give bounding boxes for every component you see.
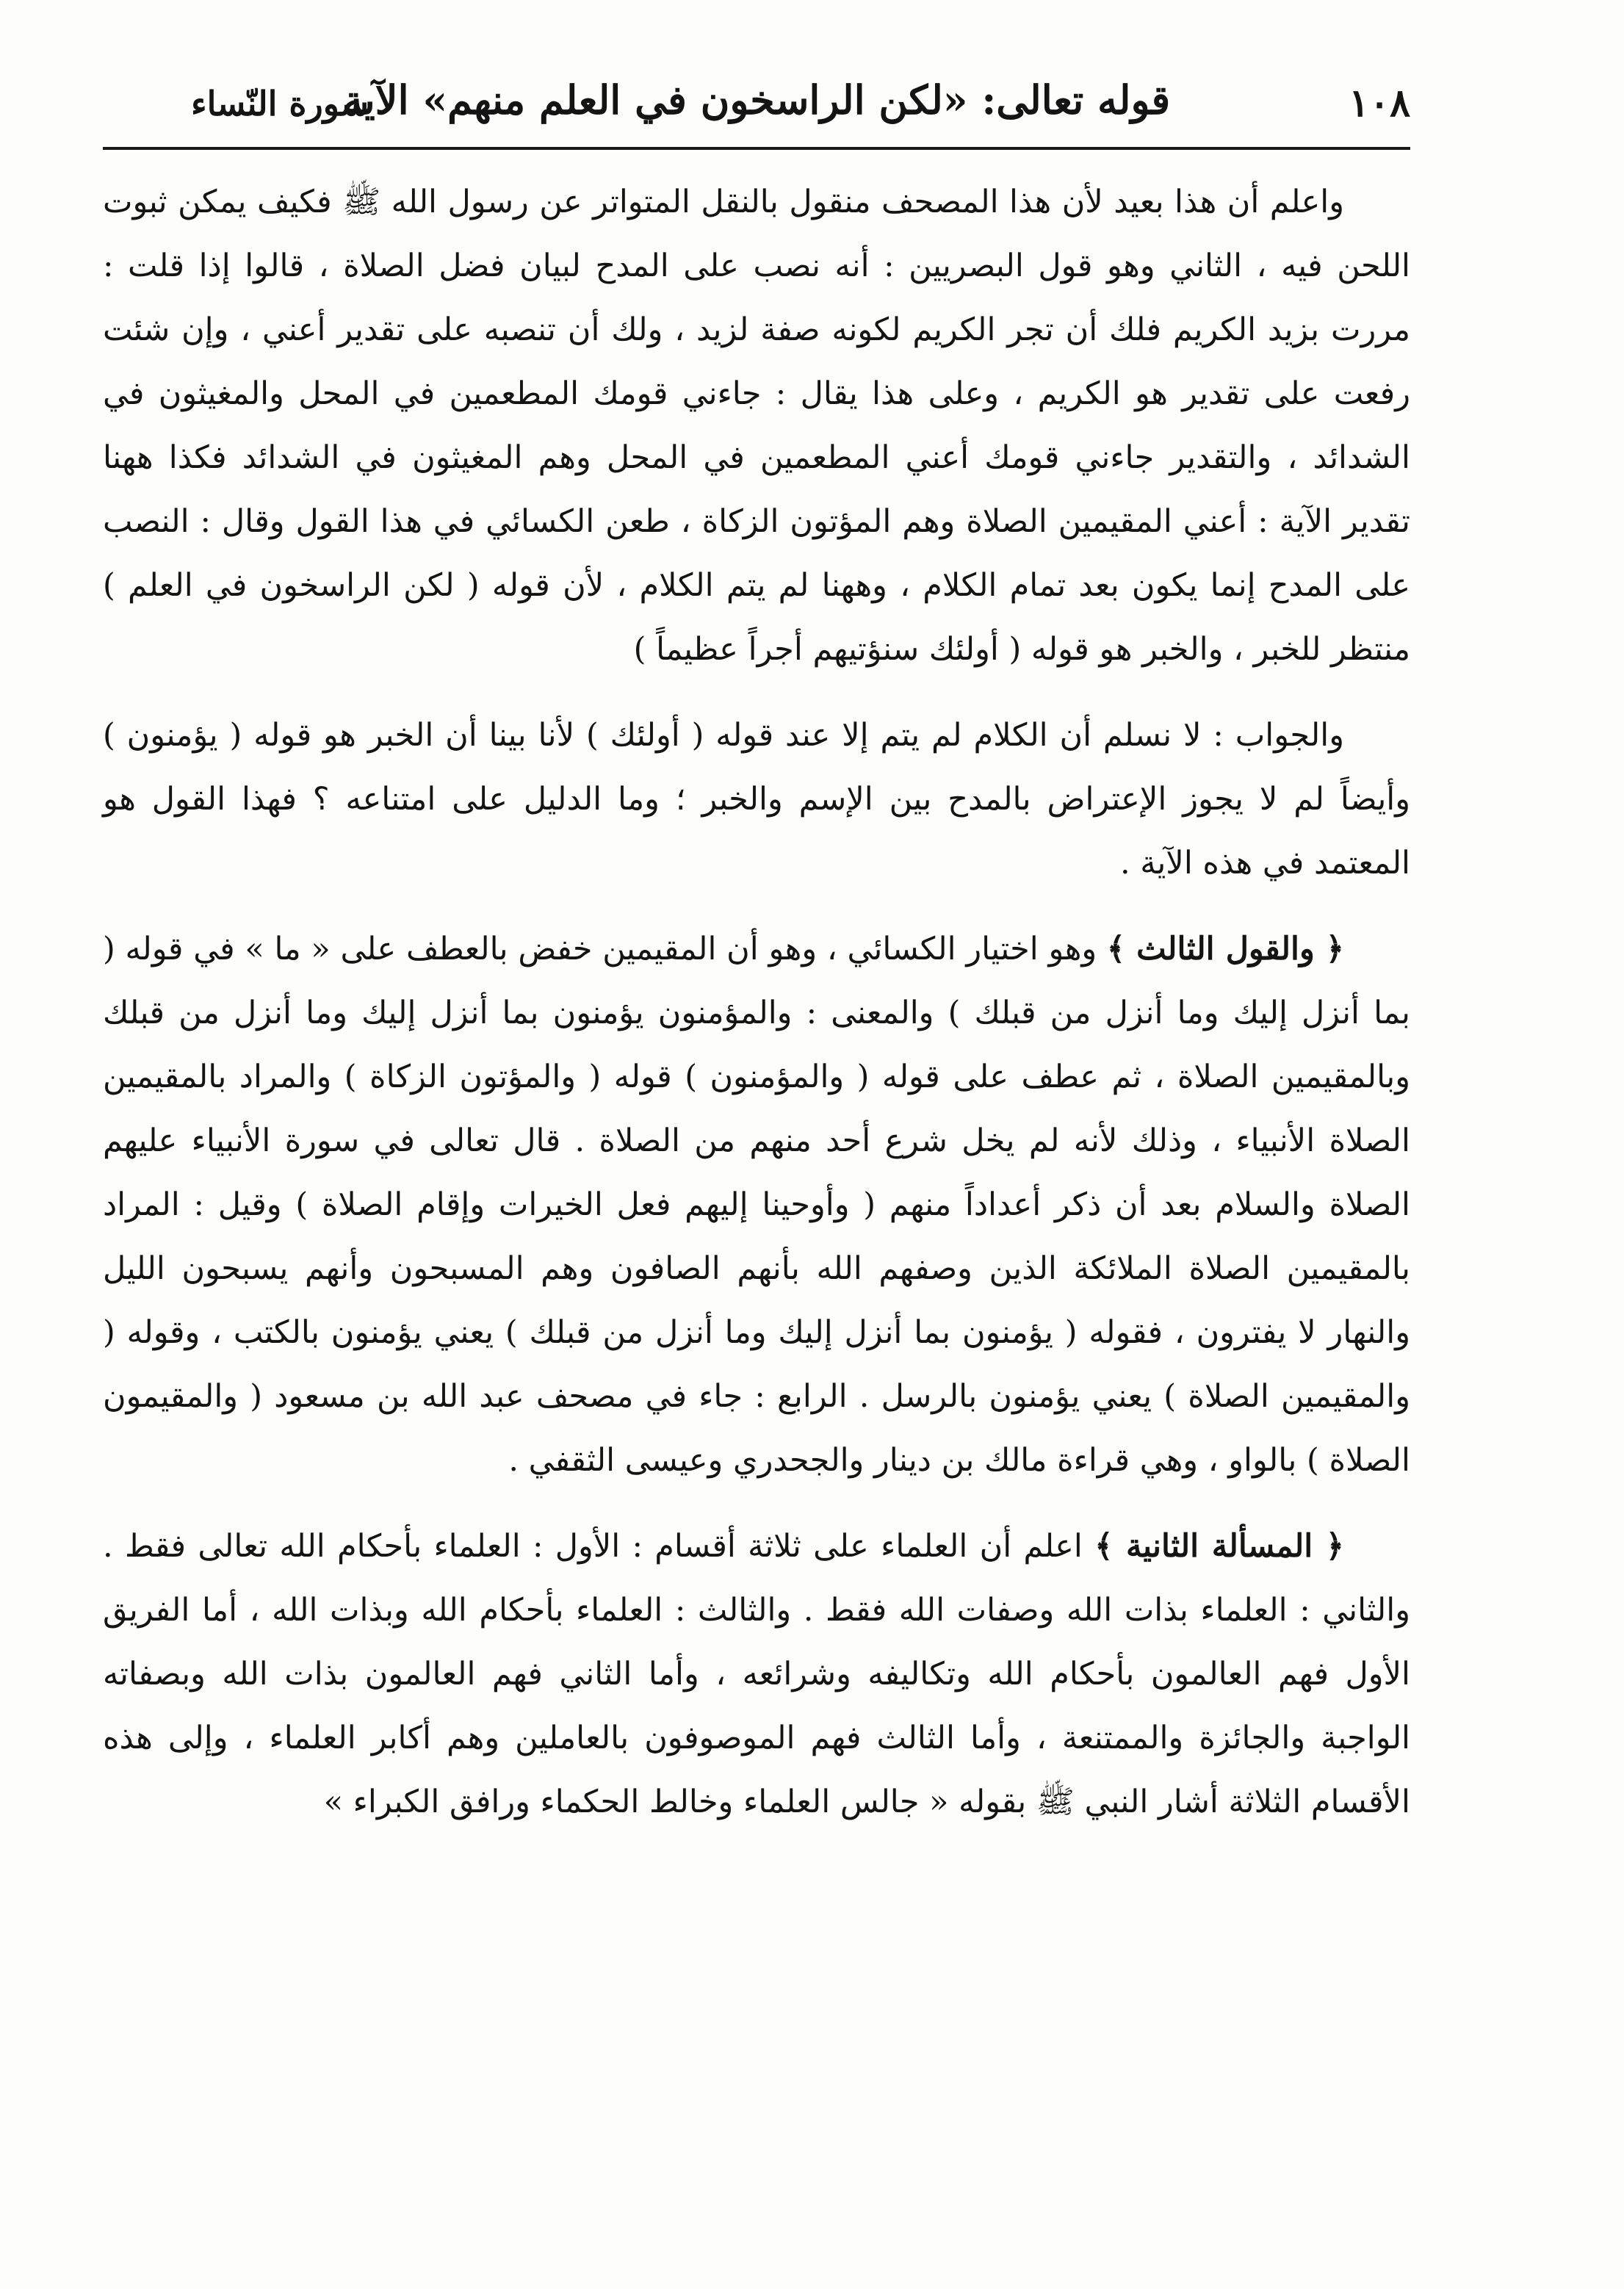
section-heading-third-opinion: ﴿ والقول الثالث ﴾ (1106, 931, 1344, 967)
paragraph-2 (103, 704, 1410, 895)
page-header (103, 71, 1410, 141)
body-text (103, 170, 1410, 1834)
paragraph-1-text: واعلم أن هذا بعيد لأن هذا المصحف منقول بالنقل المتواتر عن رسول الله ﷺ فكيف يمكن ثبوت اللحن فيه ، الثاني وهو قول البصريين : أنه نصب على المدح لبيان فضل الصلاة ، قالوا إذا قلت : مررت بزيد الكريم فلك أن تجر الكريم لكونه صفة لزيد ، ولك أن تنصبه على تقدير أعني ، وإن شئت رفعت على تقدير هو الكريم ، وعلى هذا يقال : جاءني قومك المطعمين في المحل والمغيثون في الشدائد ، والتقدير جاءني قومك أعني المطعمين في المحل وهم المغيثون في الشدائد فكذا ههنا تقدير الآية : أعني المقيمين الصلاة وهم المؤتون الزكاة ، طعن الكسائي في هذا القول وقال : النصب على المدح إنما يكون بعد تمام الكلام ، وههنا لم يتم الكلام ، لأن قوله ( لكن الراسخون في العلم ) منتظر للخبر ، والخبر هو قوله ( أولئك سنؤتيهم أجراً عظيماً ) (103, 184, 1410, 668)
header-divider (103, 147, 1410, 150)
page-number: ١٠٨ (1349, 81, 1410, 126)
paragraph-2-text: والجواب : لا نسلم أن الكلام لم يتم إلا عند قوله ( أولئك ) لأنا بينا أن الخبر هو قوله ( يؤمنون ) وأيضاً لم لا يجوز الإعتراض بالمدح بين الإسم والخبر ؛ وما الدليل على امتناعه ؟ فهذا القول هو المعتمد في هذه الآية . (103, 717, 1410, 882)
paragraph-3-text: وهو اختيار الكسائي ، وهو أن المقيمين خفض بالعطف على « ما » في قوله ( بما أنزل إليك وما أنزل من قبلك ) والمعنى : والمؤمنون يؤمنون بما أنزل إليك وما أنزل من قبلك وبالمقيمين الصلاة ، ثم عطف على قوله ( والمؤمنون ) قوله ( والمؤتون الزكاة ) والمراد بالمقيمين الصلاة الأنبياء ، وذلك لأنه لم يخل شرع أحد منهم من الصلاة . قال تعالى في سورة الأنبياء عليهم الصلاة والسلام بعد أن ذكر أعداداً منهم ( وأوحينا إليهم فعل الخيرات وإقام الصلاة ) وقيل : المراد بالمقيمين الصلاة الملائكة الذين وصفهم الله بأنهم الصافون وهم المسبحون وأنهم يسبحون الليل والنهار لا يفترون ، فقوله ( يؤمنون بما أنزل إليك وما أنزل من قبلك ) يعني يؤمنون بالكتب ، وقوله ( والمقيمين الصلاة ) يعني يؤمنون بالرسل . الرابع : جاء في مصحف عبد الله بن مسعود ( والمقيمون الصلاة ) بالواو ، وهي قراءة مالك بن دينار والجحدري وعيسى الثقفي . (103, 931, 1410, 1479)
section-heading-second-issue: ﴿ المسألة الثانية ﴾ (1094, 1528, 1345, 1565)
surah-label: سورة النّساء (191, 84, 369, 123)
paragraph-4-text: اعلم أن العلماء على ثلاثة أقسام : الأول : العلماء بأحكام الله تعالى فقط . والثاني : العلماء بذات الله وصفات الله فقط . والثالث : العلماء بأحكام الله وبذات الله ، أما الفريق الأول فهم العالمون بأحكام الله وتكاليفه وشرائعه ، وأما الثاني فهم العالمون بذات الله وبصفاته الواجبة والجائزة والممتنعة ، وأما الثالث فهم الموصوفون بالعاملين وهم أكابر العلماء ، وإلى هذه الأقسام الثلاثة أشار النبي ﷺ بقوله « جالس العلماء وخالط الحكماء ورافق الكبراء » (103, 1528, 1410, 1820)
paragraph-1 (103, 170, 1410, 682)
paragraph-3 (103, 918, 1410, 1493)
paragraph-4 (103, 1515, 1410, 1834)
running-title: قوله تعالى: «لكن الراسخون في العلم منهم» الآية (342, 76, 1171, 123)
